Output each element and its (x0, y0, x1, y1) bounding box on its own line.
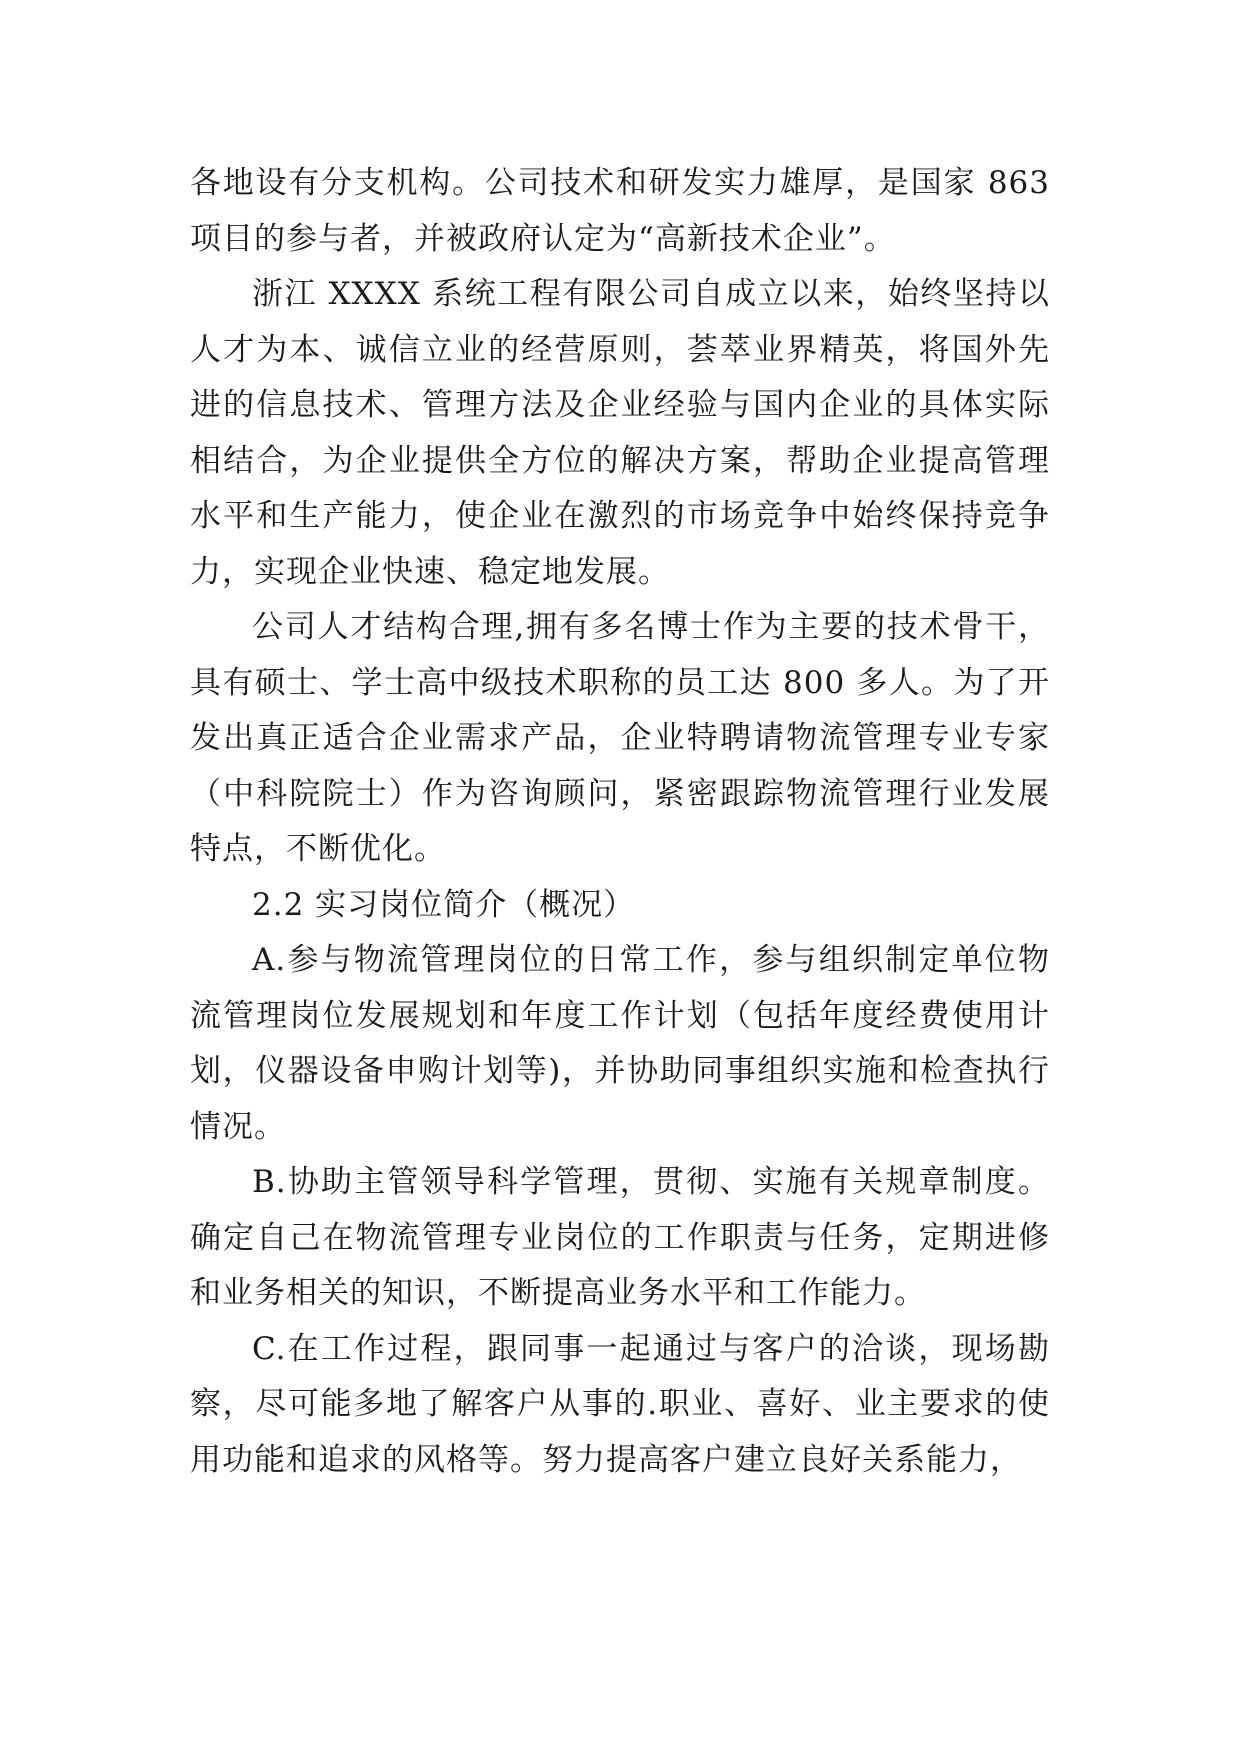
paragraph-talent-structure: 公司人才结构合理,拥有多名博士作为主要的技术骨干，具有硕士、学士高中级技术职称的员工达 800 多人。为了开发出真正适合企业需求产品，企业特聘请物流管理专业专家（中科院院士）作为咨询顾问，紧密跟踪物流管理行业发展特点，不断优化。 (190, 609, 1050, 867)
section-heading-internship-position: 2.2 实习岗位简介（概况） (252, 886, 636, 923)
paragraph-item-a: A.参与物流管理岗位的日常工作，参与组织制定单位物流管理岗位发展规划和年度工作计划（包括年度经费使用计划，仪器设备申购计划等)，并协助同事组织实施和检查执行情况。 (190, 942, 1050, 1145)
paragraph-item-c: C.在工作过程，跟同事一起通过与客户的洽谈，现场勘察，尽可能多地了解客户从事的.职业、喜好、业主要求的使用功能和追求的风格等。努力提高客户建立良好关系能力， (190, 1330, 1050, 1478)
paragraph-item-b: B.协助主管领导科学管理，贯彻、实施有关规章制度。确定自己在物流管理专业岗位的工作职责与任务，定期进修和业务相关的知识，不断提高业务水平和工作能力。 (190, 1164, 1050, 1311)
document-body (190, 156, 1050, 1488)
paragraph-continuation: 各地设有分支机构。公司技术和研发实力雄厚，是国家 863 项目的参与者，并被政府认定为“高新技术企业”。 (190, 165, 1050, 257)
paragraph-company-intro: 浙江 XXXX 系统工程有限公司自成立以来，始终坚持以人才为本、诚信立业的经营原则，荟萃业界精英，将国外先进的信息技术、管理方法及企业经验与国内企业的具体实际相结合，为企业提供全方位的解决方案，帮助企业提高管理水平和生产能力，使企业在激烈的市场竞争中始终保持竞争力，实现企业快速、稳定地发展。 (190, 276, 1050, 590)
